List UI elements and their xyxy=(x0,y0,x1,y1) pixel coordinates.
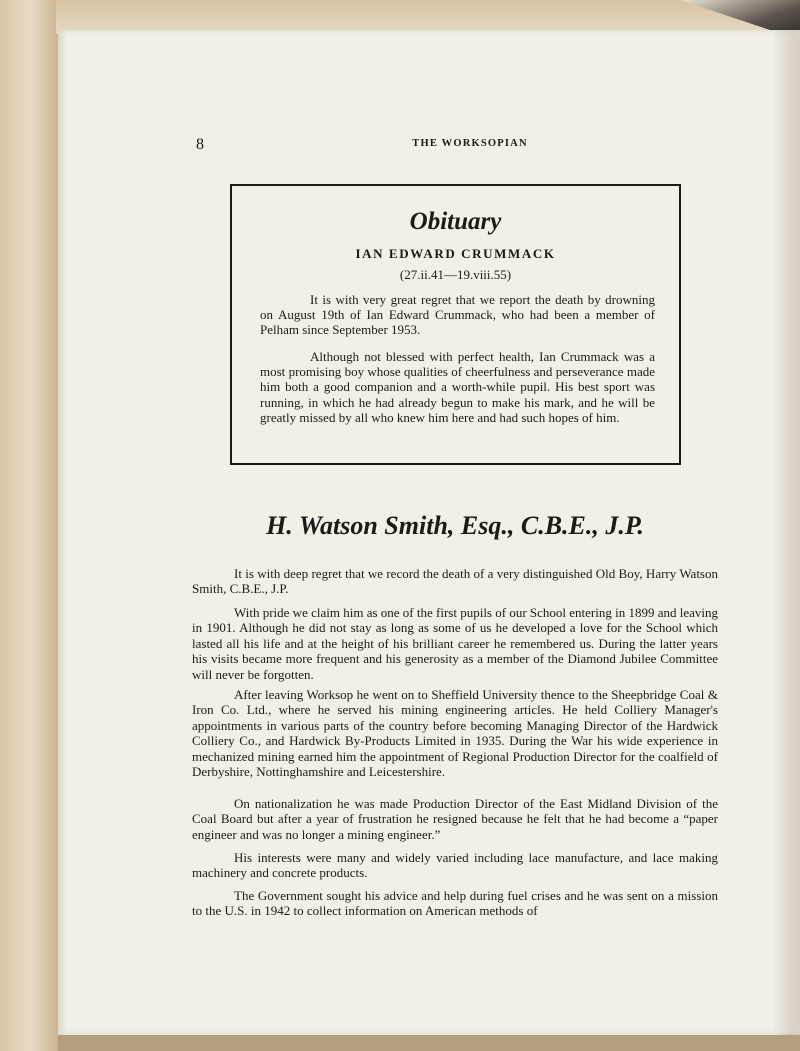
page-bottom-edge xyxy=(58,1035,800,1051)
obituary-paragraph: Although not blessed with perfect health, Ian Crummack was a most promising boy whose qualities of cheerfulness and perseverance made him both a good companion and a worth-while pupil. His best sport was running, in which he had already begun to make his mark, and he will be greatly missed by all who knew him here and had such hopes of him. xyxy=(260,349,655,425)
article-paragraph: With pride we claim him as one of the first pupils of our School entering in 1899 and leaving in 1901. Although he did not stay as long as some of us he developed a love for the School which lasted all his life and at the height of his brilliant career he remembered us. During the latter years his visits became more frequent and his generosity as a member of the Diamond Jubilee Committee will never be forgotten. xyxy=(192,605,718,682)
obituary-box xyxy=(230,184,681,465)
obituary-name: IAN EDWARD CRUMMACK xyxy=(355,246,556,261)
obituary-dates: (27.ii.41—19.viii.55) xyxy=(399,267,512,282)
obituary-heading: Obituary xyxy=(409,208,502,235)
obituary-paragraph: It is with very great regret that we report the death by drowning on August 19th of Ian Edward Crummack, who had been a member of Pelham since September 1953. xyxy=(260,292,655,338)
article-paragraph: It is with deep regret that we record the death of a very distinguished Old Boy, Harry Watson Smith, C.B.E., J.P. xyxy=(192,566,718,597)
running-title: THE WORKSOPIAN xyxy=(412,138,528,149)
page-number: 8 xyxy=(196,136,204,153)
article-paragraph: His interests were many and widely varied including lace manufacture, and lace making machinery and concrete products. xyxy=(192,850,718,881)
article-paragraph: After leaving Worksop he went on to Sheffield University thence to the Sheepbridge Coal & Iron Co. Ltd., where he served his mining engineering articles. He held Colliery Manager's appointments in various parts of the country before becoming Managing Director of the Hardwick Colliery Co., and Hardwick By-Products Limited in 1935. During the War his wide experience in mechanized mining earned him the appointment of Regional Production Director for the coalfield of Derbyshire, Nottinghamshire and Leicestershire. xyxy=(192,687,718,780)
article-paragraph: On nationalization he was made Production Director of the East Midland Division of the Coal Board but after a year of frustration he resigned because he felt that he had become a “paper engineer and was no longer a mining engineer.” xyxy=(192,796,718,842)
page-right-edge xyxy=(772,30,800,1035)
article-paragraph: The Government sought his advice and help during fuel crises and he was sent on a mission to the U.S. in 1942 to collect information on American methods of xyxy=(192,888,718,919)
article-title: H. Watson Smith, Esq., C.B.E., J.P. xyxy=(266,511,644,540)
page-top-edge xyxy=(56,0,800,34)
